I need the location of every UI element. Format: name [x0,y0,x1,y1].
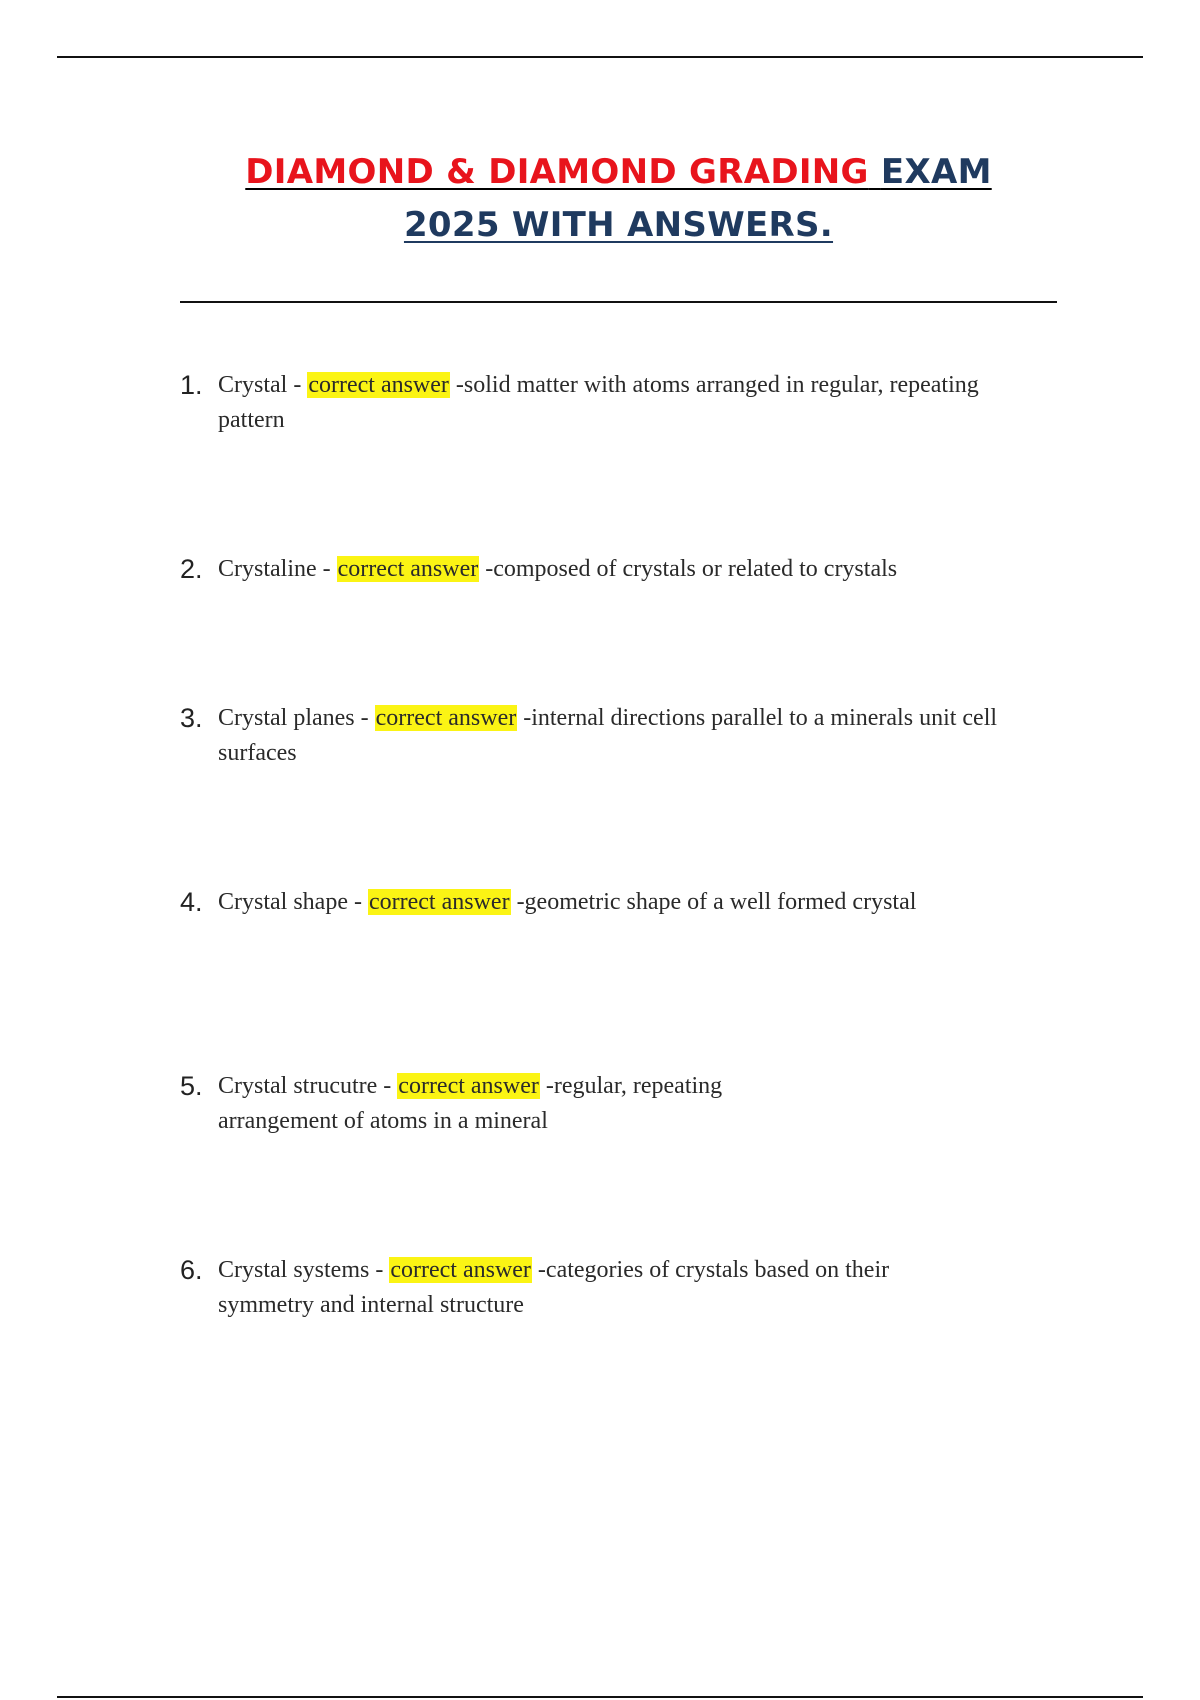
question-separator: - [369,1257,390,1283]
question-term: Crystaline [218,556,317,582]
question-definition: -composed of crystals or related to crystals [479,556,898,582]
question-body [218,1069,800,1139]
correct-answer-highlight: correct answer [308,372,449,398]
correct-answer-highlight: correct answer [398,1073,539,1099]
question-term: Crystal [218,372,288,398]
question-body [218,1253,990,1323]
correct-answer-highlight: correct answer [368,889,510,915]
question-definition: -geometric shape of a well formed crystal [510,889,917,915]
question-number: 6. [180,1255,203,1285]
question-number: 1. [180,370,203,400]
correct-answer-highlight: correct answer [375,705,517,731]
question-item-1 [180,368,980,438]
question-body [218,885,940,920]
question-number: 5. [180,1071,203,1101]
question-item-5 [180,1069,800,1139]
question-term: Crystal shape [218,889,348,915]
question-body [218,552,1020,587]
question-item-2 [180,552,1020,587]
question-separator: - [354,705,375,731]
question-term: Crystal strucutre [218,1073,378,1099]
title-divider [180,301,1057,303]
title-red-text: DIAMOND & DIAMOND GRADING [245,152,869,192]
question-number: 4. [180,887,203,917]
question-term: Crystal planes [218,705,355,731]
question-body [218,368,980,438]
question-separator: - [377,1073,398,1099]
title-navy-text-1: EXAM [880,152,992,192]
bottom-rule [57,1696,1143,1698]
question-separator: - [316,556,337,582]
correct-answer-highlight: correct answer [337,556,479,582]
question-body [218,701,1010,771]
question-definition: -solid matter with atoms arranged in regular, repeating pattern [218,372,979,433]
title-line-1 [245,152,991,192]
question-item-4 [180,885,940,920]
question-number: 2. [180,554,203,584]
question-definition: -regular, repeating arrangement of atoms in a mineral [218,1073,723,1134]
question-definition: -categories of crystals based on their symmetry and internal structure [218,1257,890,1318]
question-term: Crystal systems [218,1257,370,1283]
question-definition: -internal directions parallel to a minerals unit cell surfaces [218,705,998,766]
page-title [180,146,1057,252]
question-item-3 [180,701,1010,771]
question-separator: - [287,372,308,398]
title-line-2: 2025 WITH ANSWERS. [403,205,834,245]
question-item-6 [180,1253,990,1323]
question-separator: - [347,889,368,915]
question-number: 3. [180,703,203,733]
top-rule [57,56,1143,58]
correct-answer-highlight: correct answer [390,1257,531,1283]
